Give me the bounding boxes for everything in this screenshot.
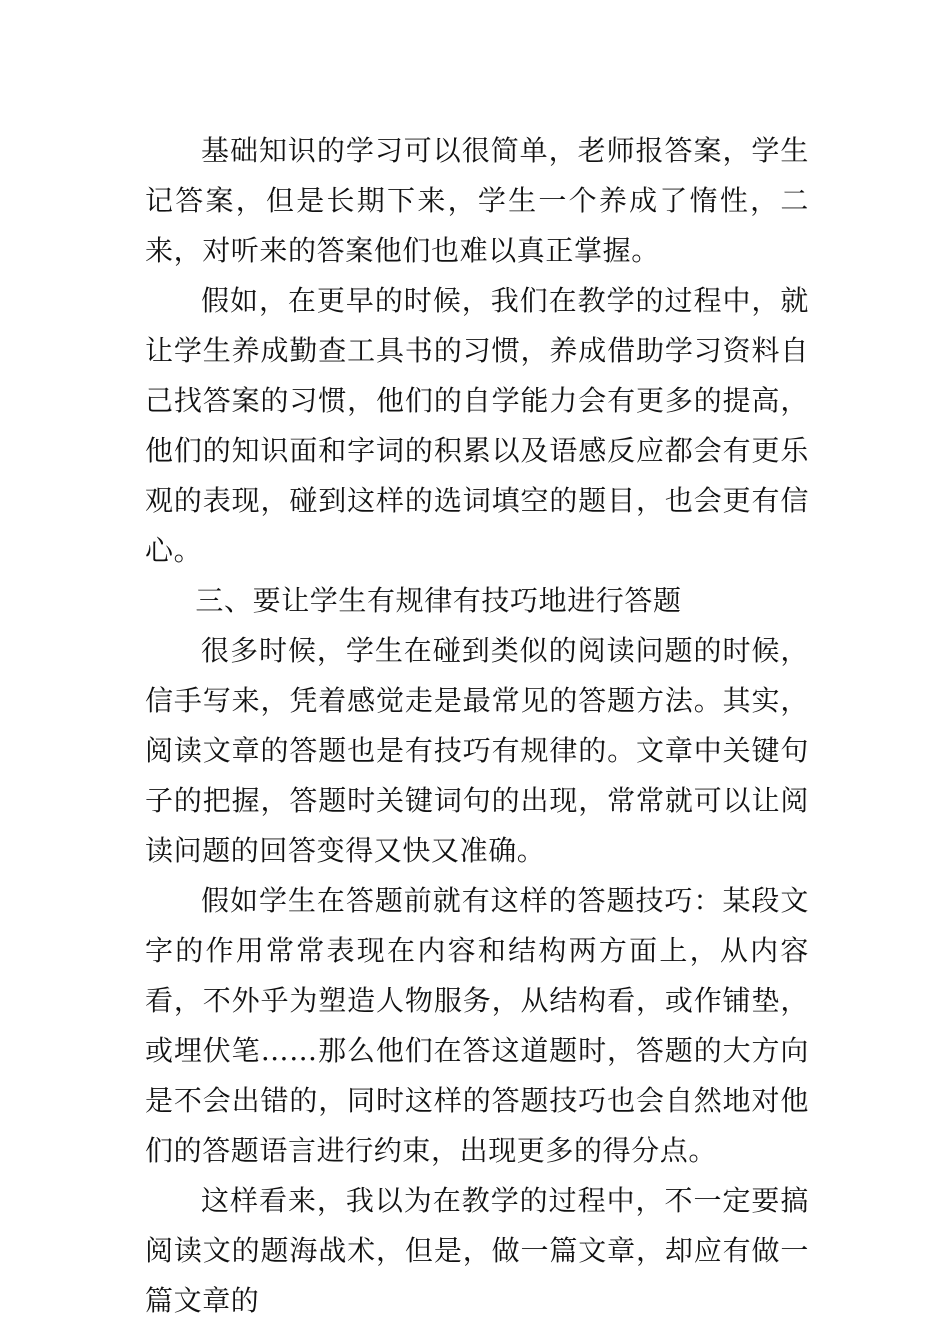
paragraph-3: 很多时候，学生在碰到类似的阅读问题的时候，信手写来，凭着感觉走是最常见的答题方法。其实，阅读文章的答题也是有技巧有规律的。文章中关键句子的把握，答题时关键词句的出现，常常就可以让阅读问题的回答变得又快又准确。 xyxy=(145,634,809,867)
document-body xyxy=(145,126,809,1326)
paragraph-4: 假如学生在答题前就有这样的答题技巧：某段文字的作用常常表现在内容和结构两方面上，从内容看，不外乎为塑造人物服务，从结构看，或作铺垫，或埋伏笔……那么他们在答这道题时，答题的大方向是不会出错的，同时这样的答题技巧也会自然地对他们的答题语言进行约束，出现更多的得分点。 xyxy=(145,884,809,1167)
paragraph-5: 这样看来，我以为在教学的过程中，不一定要搞阅读文的题海战术，但是，做一篇文章，却应有做一篇文章的 xyxy=(145,1184,809,1317)
paragraph-2: 假如，在更早的时候，我们在教学的过程中，就让学生养成勤查工具书的习惯，养成借助学习资料自己找答案的习惯，他们的自学能力会有更多的提高，他们的知识面和字词的积累以及语感反应都会有更乐观的表现，碰到这样的选词填空的题目，也会更有信心。 xyxy=(145,284,809,567)
section-heading: 三、要让学生有规律有技巧地进行答题 xyxy=(195,584,682,617)
paragraph-1: 基础知识的学习可以很简单，老师报答案，学生记答案，但是长期下来，学生一个养成了惰性，二来，对听来的答案他们也难以真正掌握。 xyxy=(145,134,809,267)
